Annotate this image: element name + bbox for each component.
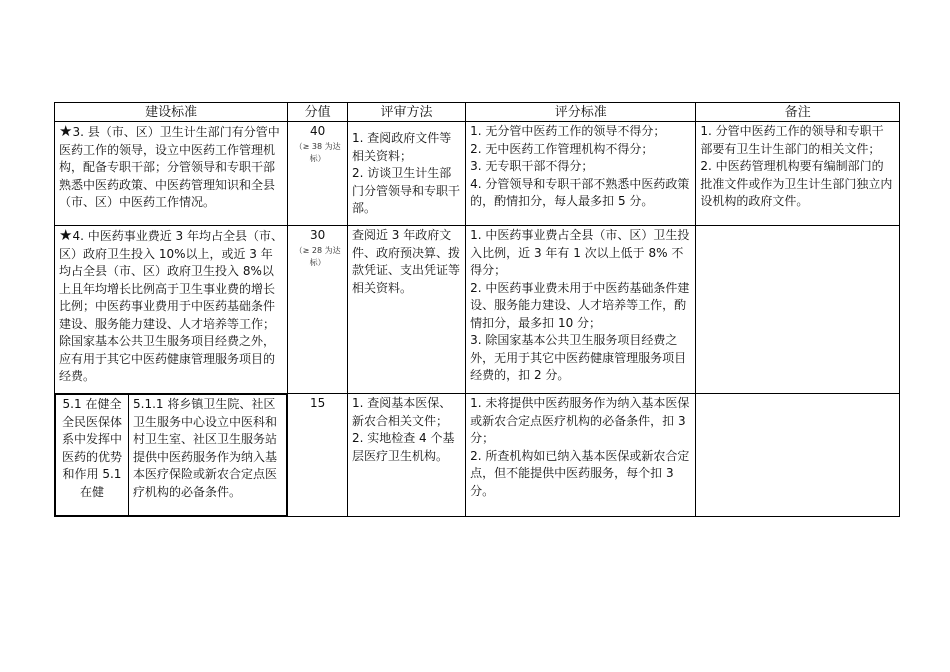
criteria-item: 2. 所查机构如已纳入基本医保或新农合定点，但不能提供中医药服务，每个扣 3 分。 [470, 448, 690, 498]
criteria-item: 3. 无专职干部不得分； [470, 159, 594, 173]
method-cell [347, 122, 465, 226]
standard-group-label: 5.1 在健全全民医保体系中发挥中医药的优势和作用 5.1 在健 [56, 395, 129, 516]
score-value: 15 [310, 396, 326, 410]
method-cell [347, 394, 465, 517]
evaluation-table [54, 102, 900, 517]
standard-text: 5.1.1 将乡镇卫生院、社区卫生服务中心设立中医科和村卫生室、社区卫生服务站提供中医药服务作为纳入基本医疗保险或新农合定点医疗机构的必备条件。 [129, 395, 287, 516]
criteria-item: 1. 中医药事业费占全县（市、区）卫生投入比例，近 3 年有 1 次以上低于 8% 不得分； [470, 228, 690, 277]
criteria-item: 2. 中医药事业费未用于中医药基础条件建设、服务能力建设、人才培养等工作，酌情扣分，最多扣 10 分； [470, 280, 690, 330]
table-row [55, 394, 900, 517]
score-value: 40 [310, 124, 326, 138]
header-method: 评审方法 [347, 103, 465, 122]
criteria-item: 1. 无分管中医药工作的领导不得分； [470, 124, 666, 138]
note-item: 1. 分管中医药工作的领导和专职干部要有卫生计生部门的相关文件； [700, 124, 884, 156]
standard-cell [55, 122, 288, 226]
nested-standard [55, 394, 287, 516]
black-star-icon: ★ [59, 226, 73, 244]
score-cell [288, 226, 348, 394]
score-cell [288, 394, 348, 517]
method-item: 2. 访谈卫生计生部门分管领导和专职干部。 [351, 166, 460, 215]
note-cell [696, 122, 900, 226]
header-criteria: 评分标准 [466, 103, 696, 122]
score-cell [288, 122, 348, 226]
standard-text: 3. 县（市、区）卫生计生部门有分管中医药工作的领导，设立中医药工作管理机构，配备专职干部；分管领导和专职干部熟悉中医药政策、中医药管理知识和全县（市、区）中医药工作情况。 [59, 125, 280, 209]
method-item: 1. 查阅政府文件等相关资料； [351, 131, 452, 163]
method-item: 1. 查阅基本医保、新农合相关文件； [351, 396, 452, 428]
criteria-item: 4. 分管领导和专职干部不熟悉中医药政策的，酌情扣分，每人最多扣 5 分。 [470, 176, 690, 208]
score-value: 30 [310, 228, 326, 242]
note-cell [696, 226, 900, 394]
header-score: 分值 [288, 103, 348, 122]
note-item: 2. 中医药管理机构要有编制部门的批准文件或作为卫生计生部门独立内设机构的政府文件。 [700, 159, 893, 208]
header-standard: 建设标准 [55, 103, 288, 122]
criteria-cell [466, 226, 696, 394]
criteria-item: 2. 无中医药工作管理机构不得分； [470, 141, 654, 156]
score-note: （≥ 28 为达标） [294, 245, 341, 267]
standard-cell [55, 394, 288, 517]
table-row [55, 122, 900, 226]
standard-cell [55, 226, 288, 394]
criteria-item: 1. 未将提供中医药服务作为纳入基本医保或新农合定点医疗机构的必备条件，扣 3 分； [470, 396, 690, 445]
criteria-item: 3. 除国家基本公共卫生服务项目经费之外，无用于其它中医药健康管理服务项目经费的，扣 2 分。 [470, 333, 687, 382]
header-row [55, 103, 900, 122]
method-item: 2. 实地检查 4 个基层医疗卫生机构。 [351, 431, 455, 463]
score-note: （≥ 38 为达标） [294, 141, 341, 163]
criteria-cell [466, 122, 696, 226]
criteria-cell [466, 394, 696, 517]
header-note: 备注 [696, 103, 900, 122]
black-star-icon: ★ [59, 122, 73, 140]
table-row [55, 226, 900, 394]
standard-text: 4. 中医药事业费近 3 年均占全县（市、区）政府卫生投入 10%以上，或近 3 年均占全县（市、区）政府卫生投入 8%以上且年均增长比例高于卫生事业费的增长比例；中医药事业费用于中医药基础条件建设、服务能力建设、人才培养等工作；除国家基本公共卫生服务项目经费之外，应有用于其它中医药健康管理服务项目的经费。 [59, 229, 283, 383]
note-cell [696, 394, 900, 517]
method-item: 查阅近 3 年政府文件、政府预决算、拨款凭证、支出凭证等相关资料。 [351, 228, 460, 295]
method-cell [347, 226, 465, 394]
